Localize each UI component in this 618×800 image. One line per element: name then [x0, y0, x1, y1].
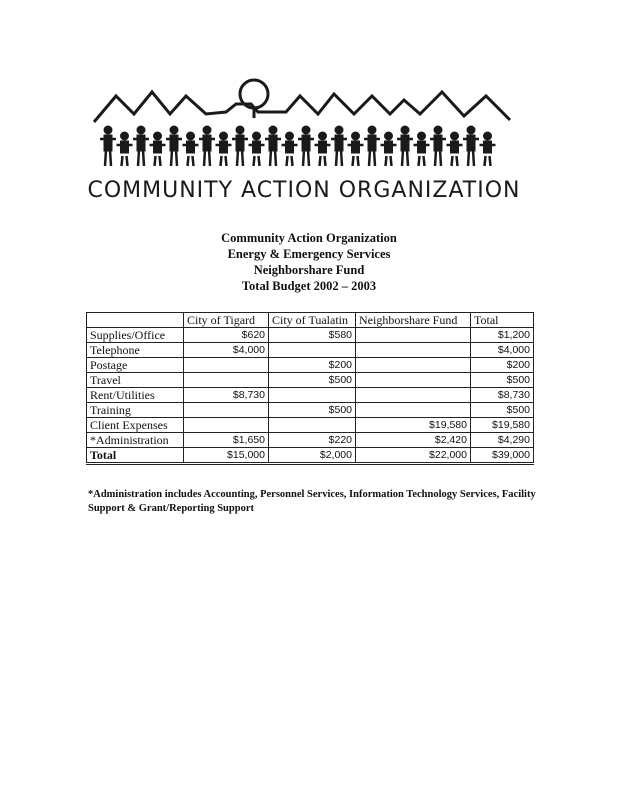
amount-cell-total: $500: [471, 403, 534, 418]
tree-icon: [240, 80, 268, 108]
person-figure: [451, 132, 459, 140]
table-row: [87, 433, 534, 448]
person-figure: [170, 126, 178, 134]
amount-cell-tualatin: $2,000: [269, 448, 356, 464]
amount-cell-neighborshare: [356, 403, 471, 418]
logo-wordmark: COMMUNITY ACTION ORGANIZATION: [87, 178, 521, 203]
amount-cell-tigard: [184, 373, 269, 388]
person-figure: [319, 132, 327, 140]
person-figure: [104, 126, 112, 134]
row-label-cell: Postage: [87, 358, 184, 373]
amount-cell-tigard: $1,650: [184, 433, 269, 448]
person-figure: [352, 132, 360, 140]
amount-cell-tualatin: [269, 418, 356, 433]
person-figure: [220, 132, 228, 140]
amount-cell-tualatin: $580: [269, 328, 356, 343]
header-city-of-tigard: City of Tigard: [184, 313, 269, 328]
total-row: [87, 448, 534, 464]
amount-cell-tigard: [184, 418, 269, 433]
budget-table-body: [87, 328, 534, 464]
person-figure: [187, 132, 195, 140]
title-organization: Community Action Organization: [221, 231, 397, 245]
table-header-row: [87, 313, 534, 328]
header-neighborshare-fund: Neighborshare Fund: [356, 313, 471, 328]
title-budget-year: Total Budget 2002 – 2003: [241, 279, 377, 293]
amount-cell-total: $500: [471, 373, 534, 388]
amount-cell-tigard: [184, 358, 269, 373]
amount-cell-total: $200: [471, 358, 534, 373]
person-figure: [286, 132, 294, 140]
amount-cell-tualatin: $500: [269, 373, 356, 388]
amount-cell-neighborshare: [356, 388, 471, 403]
header-city-of-tualatin: City of Tualatin: [269, 313, 356, 328]
table-row: [87, 388, 534, 403]
amount-cell-tualatin: $200: [269, 358, 356, 373]
row-label-cell: *Administration: [87, 433, 184, 448]
amount-cell-total: $4,290: [471, 433, 534, 448]
table-row: [87, 343, 534, 358]
amount-cell-neighborshare: [356, 358, 471, 373]
table-row: [87, 358, 534, 373]
row-label-cell: Client Expenses: [87, 418, 184, 433]
amount-cell-tigard: $4,000: [184, 343, 269, 358]
amount-cell-tigard: $8,730: [184, 388, 269, 403]
person-figure: [154, 132, 162, 140]
person-figure: [269, 126, 277, 134]
title-fund: Neighborshare Fund: [253, 263, 365, 277]
amount-cell-tualatin: $500: [269, 403, 356, 418]
person-figure: [385, 132, 393, 140]
person-figure: [484, 132, 492, 140]
person-figure: [368, 126, 376, 134]
title-program: Energy & Emergency Services: [227, 247, 391, 261]
row-label-cell: Rent/Utilities: [87, 388, 184, 403]
header-total: Total: [471, 313, 534, 328]
amount-cell-neighborshare: $2,420: [356, 433, 471, 448]
amount-cell-neighborshare: [356, 343, 471, 358]
budget-table: [86, 312, 534, 465]
amount-cell-tigard: $15,000: [184, 448, 269, 464]
amount-cell-total: $19,580: [471, 418, 534, 433]
person-figure: [401, 126, 409, 134]
row-label-cell: Supplies/Office: [87, 328, 184, 343]
document-titles: [0, 230, 618, 294]
amount-cell-tualatin: $220: [269, 433, 356, 448]
administration-footnote: *Administration includes Accounting, Personnel Services, Information Technology Services, Facility Support & Grant/Reporting Support: [88, 489, 536, 514]
person-figure: [137, 126, 145, 134]
row-label-cell: Travel: [87, 373, 184, 388]
header-blank: [87, 313, 184, 328]
amount-cell-neighborshare: $19,580: [356, 418, 471, 433]
table-row: [87, 418, 534, 433]
amount-cell-total: $39,000: [471, 448, 534, 464]
table-row: [87, 373, 534, 388]
person-figure: [121, 132, 129, 140]
person-figure: [335, 126, 343, 134]
amount-cell-tualatin: [269, 388, 356, 403]
person-figure: [302, 126, 310, 134]
amount-cell-tigard: $620: [184, 328, 269, 343]
person-figure: [203, 126, 211, 134]
people-chain-icon: [100, 126, 496, 166]
amount-cell-tigard: [184, 403, 269, 418]
amount-cell-neighborshare: $22,000: [356, 448, 471, 464]
amount-cell-neighborshare: [356, 373, 471, 388]
person-figure: [467, 126, 475, 134]
row-label-cell: Training: [87, 403, 184, 418]
amount-cell-tualatin: [269, 343, 356, 358]
person-figure: [434, 126, 442, 134]
person-figure: [253, 132, 261, 140]
row-label-cell: Total: [87, 448, 184, 464]
table-row: [87, 328, 534, 343]
person-figure: [418, 132, 426, 140]
amount-cell-total: $8,730: [471, 388, 534, 403]
logo-graphic: [86, 74, 522, 174]
amount-cell-total: $1,200: [471, 328, 534, 343]
person-figure: [236, 126, 244, 134]
row-label-cell: Telephone: [87, 343, 184, 358]
house-roofline: [94, 92, 510, 122]
organization-logo: [86, 74, 522, 210]
amount-cell-neighborshare: [356, 328, 471, 343]
table-row: [87, 403, 534, 418]
amount-cell-total: $4,000: [471, 343, 534, 358]
